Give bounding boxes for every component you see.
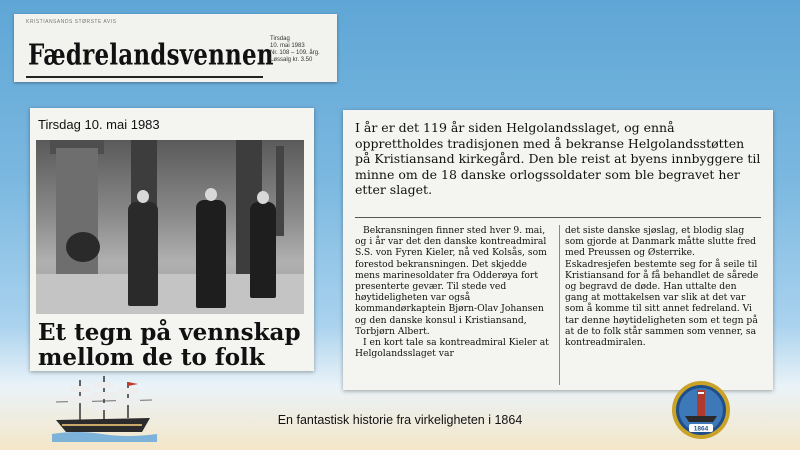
masthead-meta <box>270 36 334 64</box>
article-paragraph: det siste danske sjøslag, et blodig slag som gjorde at Danmark måtte slutte fred med Preussen og Østerrike. Eskadresjefen bestemte seg for å seile til Kristiansand for å få behandlet de sårede og begravd de døde. Han uttalte den gang at mottakelsen var slik at det var som å komme til sitt annet fedreland. Vi tar denne høytideligheten som et tegn på at de to folk står sammen som venner, sa kontreadmiralen. <box>565 225 759 349</box>
masthead-header-text: KRISTIANSANDS STØRSTE AVIS <box>26 19 117 25</box>
person-head <box>205 188 217 201</box>
newspaper-masthead <box>14 14 337 82</box>
article-paragraph: I en kort tale sa kontreadmiral Kieler at Helgolandsslaget var <box>355 337 549 360</box>
photo-clipping <box>30 108 314 371</box>
person-head <box>257 191 269 204</box>
masthead-meta-line: 10. mai 1983 <box>270 43 305 49</box>
article-clipping <box>343 110 773 390</box>
article-column-2 <box>565 225 761 348</box>
wreath <box>66 232 100 262</box>
article-column-1 <box>355 225 551 359</box>
sailing-ship-icon <box>52 372 157 442</box>
masthead-rule <box>26 76 263 78</box>
flag-pole <box>276 146 284 236</box>
slide-caption: En fantastisk historie fra virkeligheten i 1864 <box>277 413 523 427</box>
person <box>250 202 276 298</box>
seal-year: 1864 <box>693 425 709 433</box>
masthead-meta-line: Nr. 108 – 109. årg. <box>270 50 320 56</box>
person-head <box>137 190 149 203</box>
person <box>196 200 226 308</box>
headline: Et tegn på vennskap mellom de to folk <box>38 319 301 371</box>
masthead-meta-line: Tirsdag <box>270 36 290 42</box>
person <box>128 202 158 306</box>
ceremony-photo <box>36 140 304 314</box>
commemorative-seal-icon <box>671 380 731 440</box>
lead-rule <box>355 217 761 218</box>
article-lead: I år er det 119 år siden Helgolandsslaget, og ennå opprettholdes tradisjonen med å bekranse Helgolandsstøtten på Kristiansand kirkegård. Den ble reist at byens innbyggere til minne om de 18 danske orlogssoldater som ble begravet her etter slaget. <box>355 120 761 197</box>
article-paragraph: Bekransningen finner sted hver 9. mai, og i år var det den danske kontreadmiral S.S. von Fyren Kieler, nå ved Kolsås, som forestod bekransningen. Det skjedde mens marinesoldater fra Odderøya fort presenterte gevær. Til stede ved høytideligheten var også kommandørkaptein Bjørn-Olav Johansen og den danske konsul i Kristiansand, Torbjørn Albert. <box>355 225 547 337</box>
column-rule <box>559 225 560 385</box>
newspaper-name: Fædrelandsvennen <box>28 38 274 72</box>
clipping-date: Tirsdag 10. mai 1983 <box>38 117 160 132</box>
masthead-meta-line: Løssalg kr. 3.50 <box>270 57 313 63</box>
